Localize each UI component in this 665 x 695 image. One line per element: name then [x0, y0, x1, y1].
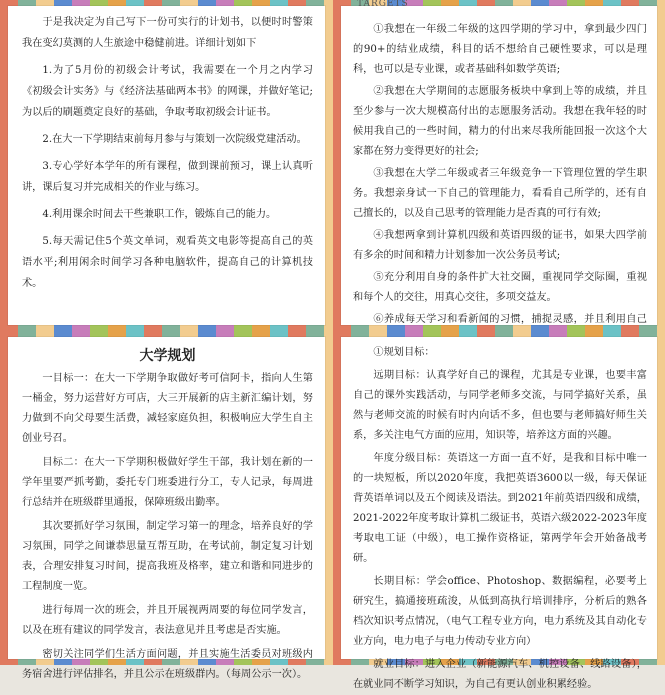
page-title: 大学规划: [139, 348, 196, 364]
target-1: ①我想在一年级二年级的这四学期的学习中，拿到最少四门的90+的结业成绩，科目的话不想给自己硬性要求，可以是理科，也可以是专业课，或者基础科如数学英语;: [353, 24, 647, 75]
target-3: ③我想在大学二年级或者三年级竞争一下管理位置的学生职务。我想亲身试一下自己的管理能力，看看自己所学的，还有自己擅长的，以及自己思考的管理能力是否真的可行有效;: [353, 168, 647, 219]
long-term-goal: 远期目标：认真学好自己的课程，尤其是专业课，也要丰富自己的课外实践活动，与同学老师多交流，与同学搞好关系，虽然与老师交流的时候有时内向话不多，但也要与老师搞好师生关系，多关注电气方面的应用，知识等，培养这方面的兴趣。: [353, 370, 647, 441]
goal-3: 其次要抓好学习氛围，制定学习第一的理念，培养良好的学习氛围，同学之间谦恭思量互帮互助，在考试前，制定复习计划表，合理安排复习时间，提高我班及格率，建立和谐和同进步的工程制度一览。: [22, 521, 313, 592]
document-page-2: [333, 0, 665, 331]
plan-item-4: 4.利用课余时间去干些兼职工作，锻炼自己的能力。: [42, 209, 277, 220]
page-3-paper: [8, 337, 325, 680]
employment-goal: 就业目标：进入企业（新能源汽车、机控设备、线路设备），在就业同不断学习知识，为自己有更认创业积累经验。: [353, 659, 647, 690]
target-2: ②我想在大学期间的志愿服务板块中拿到上等的成绩，并且至少参与一次大规模高付出的志愿服务活动。我想在我年轻的时候用我自己的一些时间，精力的付出来尽我所能回报一次这个大家都在努力变得更好的社会;: [353, 86, 647, 157]
plan-item-2: 2.在大一下学期结束前每月参与与策划一次院级党建活动。: [42, 134, 307, 145]
page-4-paper: [341, 337, 657, 690]
annual-goal: 年度分级目标：英语这一方面一直不好，是我和目标中唯一的一块短板，所以2020年度，我把英语3600以一级，每天保证背英语单词以及五个阅读及语法。到2021年前英语四级和成绩，2021-2022年度考取计算机二级证书，英语六级2022-2023年度考取电工证（中级），电工操作资格证，第两学年会开始备战考研。: [353, 453, 647, 564]
goal-5: 密切关注同学们生活方面问题，并且实施生活委员对班级内务宿舍进行评估排名，并且公示在班级群内。（每周公示一次）。: [22, 649, 313, 680]
page-2-paper: [341, 0, 657, 325]
document-page-4: [333, 331, 665, 690]
plan-item-3: 3.专心学好本学年的所有课程，做到课前预习，课上认真听讲，课后复习并完成相关的作业与练习。: [22, 161, 313, 193]
plan-item-1: 1.为了5月份的初级会计考试，我需要在一个月之内学习《初级会计实务》与《经济法基础两本书》的网课，并做好笔记;为以后的刷题奠定良好的基础，争取考取初级会计证书。: [22, 65, 313, 118]
document-page-3: [0, 331, 333, 680]
target-5: ⑤充分利用自身的条件扩大社交圈，重视同学交际圈，重视和每个人的交往，用真心交往，多项交益友。: [353, 272, 647, 303]
goal-4: 进行每周一次的班会，并且开展视两周要的每位同学发言，以及在班有建议的同学发言，表法意见并且考虑是否实施。: [22, 605, 313, 636]
target-6: ⑥养成每天学习和看新闻的习惯，捕捉灵感，并且利用自己: [373, 314, 647, 325]
goal-2: 目标二：在大一下学期积极做好学生干部，我计划在新的一学年里要严抓考勤，委托专门班委进行分工，专人记录，每周进行总结并在班级群里通报，保障班级出勤率。: [22, 457, 313, 508]
long-range-goal: 长期目标：学会office、Photoshop、数据编程，必要考上研究生，搞通接班疏浚，从低到高执行培训排序，分析后的熟各档次知识考点情况，（电气工程专业方向，电力系统及其自动化专业方向，电力电子与电力传动专业方向）: [353, 576, 647, 647]
plan-item-5: 5.每天需记住5个英文单词，观看英文电影等提高自己的英语水平;利用闲余时间学习各种电脑软件，提高自己的计算机技术。: [22, 236, 313, 289]
page-2-header: TARGETS: [357, 0, 409, 9]
page-1-paper: [8, 6, 325, 325]
target-4: ④我想两拿到计算机四级和英语四级的证书，如果大四学前有多余的时间和精力计划参加一次公务员考试;: [353, 230, 647, 261]
plan-intro-paragraph: 于是我决定为自己写下一份可实行的计划书，以便时时警策我在变幻莫测的人生旅途中稳健前进。详细计划如下: [22, 17, 313, 49]
plan-goal-heading: ①规划目标：: [373, 347, 435, 358]
document-page-1: [0, 0, 333, 331]
goal-1: 一目标一：在大一下学期争取做好考可信阿卡，指向人生第一桶金，努力运营好方可店，大三开展新的店主新汇编计划，努力做到不向父母要生活费，减轻家庭负担，积极响应大学生自主创业号召。: [22, 373, 313, 444]
